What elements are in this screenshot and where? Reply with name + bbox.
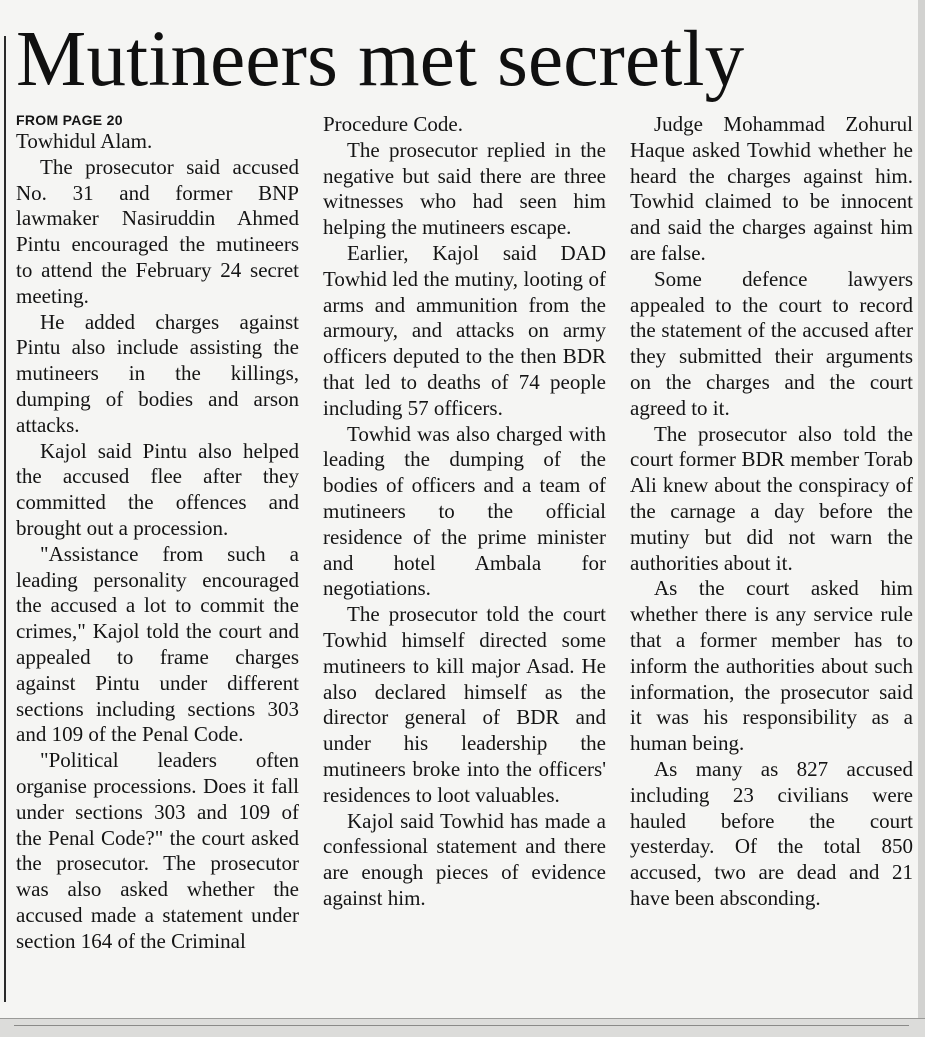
article-column-2 — [323, 112, 606, 912]
paragraph: Some defence lawyers appealed to the court to record the statement of the accused after they submitted their arguments on the charges and the court agreed to it. — [630, 266, 913, 420]
paragraph: Judge Mohammad Zohurul Haque asked Towhid whether he heard the charges against him. Towhid claimed to be innocent and said the charges against him are false. — [630, 112, 913, 265]
paragraph: Towhidul Alam. — [16, 129, 153, 153]
continuation-kicker: FROM PAGE 20 — [16, 112, 123, 128]
paragraph: Procedure Code. — [323, 112, 463, 136]
paragraph: As the court asked him whether there is any service rule that a former member has to inform the authorities about such information, the prosecutor said it was his responsibility as a human being. — [630, 576, 913, 756]
paragraph: Kajol said Towhid has made a confessional statement and there are enough pieces of evidence against him. — [323, 808, 606, 910]
paragraph: The prosecutor replied in the negative but said there are three witnesses who had seen him helping the mutineers escape. — [323, 137, 606, 240]
column-rule-left — [4, 36, 6, 1002]
headline: Mutineers met secretly — [16, 16, 745, 103]
paragraph: As many as 827 accused including 23 civilians were hauled before the court yesterday. Of the total 850 accused, two are dead and 21 have been absconding. — [630, 756, 913, 910]
article-column-3 — [630, 112, 913, 912]
paragraph: The prosecutor told the court Towhid himself directed some mutineers to kill major Asad. He also declared himself as the director general of BDR and under his leadership the mutineers broke into the officers' residences to loot valuables. — [323, 602, 606, 807]
paragraph: "Political leaders often organise processions. Does it fall under sections 303 and 109 of the Penal Code?" the court asked the prosecutor. The prosecutor was also asked whether the accused made a statement under section 164 of the Criminal — [16, 748, 299, 953]
paragraph: Kajol said Pintu also helped the accused flee after they committed the offences and brought out a procession. — [16, 438, 299, 540]
paragraph: "Assistance from such a leading personality encouraged the accused a lot to commit the crimes," Kajol told the court and appealed to frame charges against Pintu under different sections including sections 303 and 109 of the Penal Code. — [16, 541, 299, 747]
page-edge-bottom — [0, 1018, 925, 1037]
paragraph: Towhid was also charged with leading the dumping of the bodies of officers and a team of mutineers to the official residence of the prime minister and hotel Ambala for negotiations. — [323, 421, 606, 601]
page-edge-right — [918, 0, 925, 1036]
paragraph: The prosecutor also told the court former BDR member Torab Ali knew about the conspiracy of the carnage a day before the mutiny but did not warn the authorities about it. — [630, 421, 913, 575]
paragraph: He added charges against Pintu also include assisting the mutineers in the killings, dumping of bodies and arson attacks. — [16, 309, 299, 437]
paragraph: Earlier, Kajol said DAD Towhid led the mutiny, looting of arms and ammunition from the armoury, and attacks on army officers deputed to the then BDR that led to deaths of 74 people including 57 officers. — [323, 240, 606, 420]
article-column-1 — [16, 112, 299, 955]
paragraph: The prosecutor said accused No. 31 and former BNP lawmaker Nasiruddin Ahmed Pintu encouraged the mutineers to attend the February 24 secret meeting. — [16, 154, 299, 308]
